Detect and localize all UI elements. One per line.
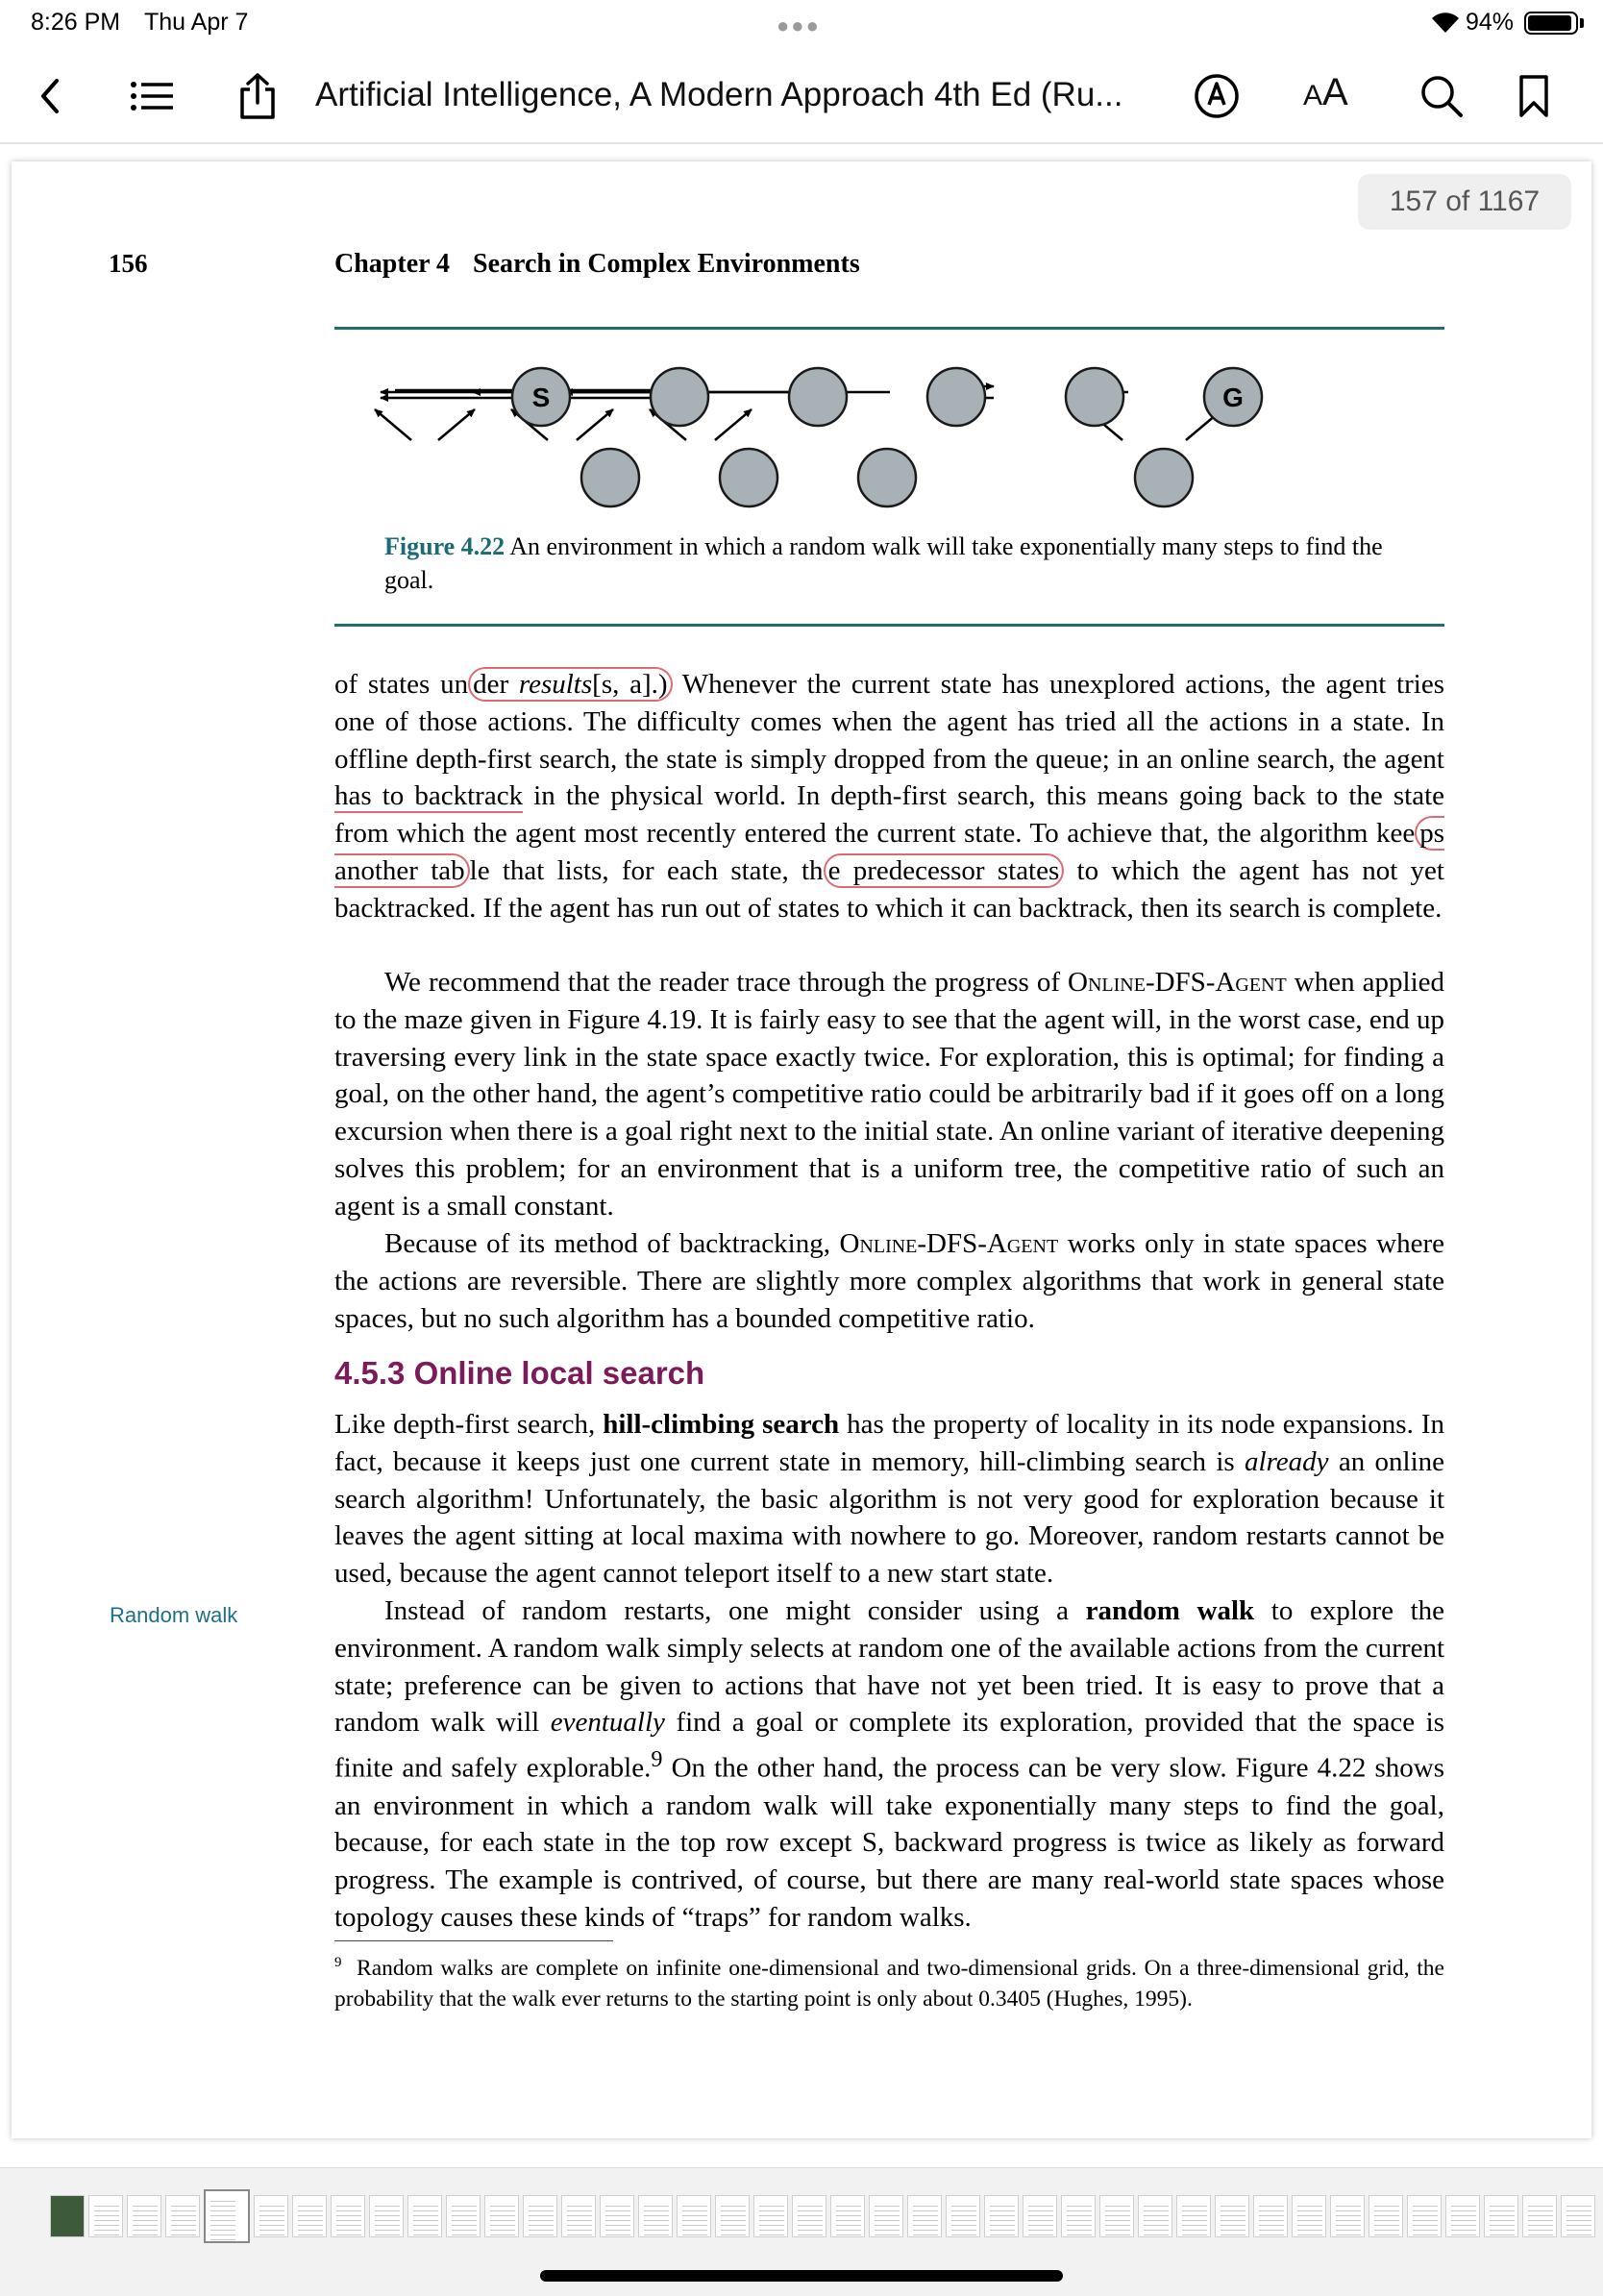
chapter-title: Search in Complex Environments [473,249,860,279]
bookmark-icon[interactable] [1507,69,1561,123]
page-thumbnail[interactable] [1253,2195,1288,2237]
page-thumbnail[interactable] [946,2195,980,2237]
annotation-results: der results[s, a].) [468,667,672,702]
thumbnails [50,2195,1595,2243]
page-thumbnail[interactable] [204,2189,250,2243]
page-thumbnail[interactable] [869,2195,903,2237]
page-thumbnail[interactable] [715,2195,750,2237]
edge-b1-to-n1 [438,409,475,440]
running-head [334,249,860,280]
home-indicator[interactable] [540,2270,1063,2282]
page-counter[interactable]: 157 of 1167 [1358,174,1571,230]
battery-level [1528,15,1571,31]
page-thumbnail[interactable] [1061,2195,1096,2237]
battery-cap [1580,18,1584,28]
page-thumbnail[interactable] [446,2195,481,2237]
search-icon[interactable] [1415,69,1468,123]
paragraph-hill-climbing: Like depth-first search, hill-climbing search has the property of locality in its node expansions. In fact, because it keeps just one current state in memory, hill-climbing search is already an online search algorithm! Unfortunately, the basic algorithm is not very good for exploration because it leaves the agent sitting at local maxima with nowhere to go. Moreover, random restarts cannot be used, because the agent cannot teleport itself to a new start state. [334,1409,1444,1590]
node-top-3 [927,368,985,426]
footnote: $^9$ Random walks are complete on infinite one-dimensional and two-dimensional grids. On a three-dimensional grid, the probability that the walk ever returns to the starting point is only about 0.3405 (Hughes, 1995). [334,1955,1444,2012]
figure-bottom-rule [334,624,1444,627]
edge-b3-to-n3 [715,409,752,440]
page-thumbnail[interactable] [600,2195,634,2237]
page-thumbnail[interactable] [292,2195,327,2237]
reader-toolbar [0,50,1603,144]
page-thumbnail[interactable] [638,2195,673,2237]
page-thumbnail[interactable] [1023,2195,1057,2237]
text-size-icon[interactable]: AA [1303,71,1348,113]
figure-4-22-state-graph [334,333,1444,515]
page-thumbnail[interactable] [1522,2195,1557,2237]
page-thumbnail[interactable] [753,2195,788,2237]
node-top-1 [651,368,708,426]
multitasking-dots-icon[interactable]: ●●● [777,13,821,37]
node-top-4 [1066,368,1123,426]
page-thumbnail[interactable] [1561,2195,1595,2237]
wifi-icon [1430,10,1461,39]
page-thumbnail[interactable] [1292,2195,1326,2237]
page-thumbnail[interactable] [254,2195,288,2237]
paragraph-random-walk: Instead of random restarts, one might consider using a random walk to explore the environment. A random walk simply selects at random one of the available actions from the current state; preference can be given to actions that have not yet been tried. It is easy to prove that a random walk will eventually find a goal or complete its exploration, provided that the space is finite and safely explorable.$^9$ On the other hand, the process can be very slow. Figure 4.22 shows an environment in which a random walk will take exponentially many steps to find the goal, because, for each state in the top row except S, backward progress is twice as likely as forward progress. The example is contrived, of course, but there are many real-world state spaces whose topology causes these kinds of “traps” for random walks. [334,1595,1444,1934]
figure-caption [384,530,1403,597]
figure-caption-text: An environment in which a random walk will take exponentially many steps to find the goal. [384,532,1383,594]
annotation-underline: has to backtrack [334,780,524,812]
figure-top-rule [334,327,1444,330]
chapter-label: Chapter 4 [334,249,451,279]
markup-icon[interactable] [1190,69,1244,123]
page-thumbnail[interactable] [907,2195,942,2237]
node-top-2 [789,368,847,426]
node-bottom-3 [858,449,916,506]
node-bottom-4 [1135,449,1193,506]
node-bottom-1 [581,449,639,506]
page-thumbnail[interactable] [331,2195,365,2237]
page-thumbnail[interactable] [830,2195,865,2237]
footnote-ref[interactable]: 9 [651,1746,663,1773]
page-thumbnail[interactable] [484,2195,519,2237]
battery-percent: 94% [1466,9,1515,36]
goal-label: G [1222,383,1244,412]
node-bottom-2 [720,449,777,506]
page-thumbnail[interactable] [369,2195,404,2237]
page-thumbnail[interactable] [677,2195,711,2237]
page-thumbnail[interactable] [165,2195,200,2237]
paragraph-backtracking: of states un der results[s, a].) Whenever the current state has unexplored actions, the agent tries one of those actions. The difficulty comes when the agent has tried all the actions in a state. In offline depth-first search, the state is simply dropped from the queue; in an online search, the agent has to backtrack in the physical world. In depth-first search, this means going back to the state from which the agent most recently entered the current state. To achieve that, the algorithm kee ps another tab le that lists, for each state, th e predecessor states to which the agent has not yet backtracked. If the agent has run out of states to which it can backtrack, then its search is complete. [334,669,1444,924]
page-thumbnail[interactable] [1407,2195,1442,2237]
page-thumbnail[interactable] [792,2195,826,2237]
margin-note[interactable]: Random walk [110,1603,238,1627]
paragraph-reversible: Because of its method of backtracking, Online-DFS-Agent works only in state spaces where the actions are reversible. There are slightly more complex algorithms that work in general state spaces, but no such algorithm has a bounded competitive ratio. [334,1228,1444,1334]
page-thumbnail[interactable] [1176,2195,1211,2237]
paragraph-online-dfs: We recommend that the reader trace through the progress of Online-DFS-Agent when applied to the maze given in Figure 4.19. It is fairly easy to see that the agent will, in the worst case, end up traversing every link in the state space exactly twice. For exploration, this is optimal; for finding a goal, on the other hand, the agent’s competitive ratio could be arbitrarily bad if it goes off on a long excursion when there is a goal right next to the initial state. An online variant of iterative deepening solves this problem; for an environment that is a uniform tree, the competitive ratio of such an agent is a small constant. [334,967,1445,1222]
document-title: Artificial Intelligence, A Modern Approach 4th Ed (Ru... [315,76,1123,113]
page-thumbnail[interactable] [561,2195,596,2237]
status-date: Thu Apr 7 [144,9,249,36]
page-thumbnail[interactable] [1445,2195,1480,2237]
page-thumbnail[interactable] [1369,2195,1403,2237]
page-thumbnail[interactable] [984,2195,1019,2237]
back-icon[interactable] [23,69,77,123]
table-of-contents-icon[interactable] [126,69,180,123]
page-thumbnail[interactable] [50,2195,85,2237]
footnote-rule [334,1940,613,1941]
page-thumbnail[interactable] [88,2195,123,2237]
annotation-another-table: ps another tab [334,818,1444,886]
page-thumbnail[interactable] [1484,2195,1518,2237]
page-thumbnail[interactable] [1215,2195,1249,2237]
page-thumbnail[interactable] [1099,2195,1134,2237]
battery-icon [1524,12,1578,35]
share-icon[interactable] [231,69,284,123]
annotation-predecessor-states: e predecessor states [824,853,1065,888]
page-thumbnail[interactable] [407,2195,442,2237]
section-heading: 4.5.3 Online local search [334,1355,705,1391]
page-thumbnail[interactable] [1330,2195,1365,2237]
edge-b2-to-n2 [577,409,613,440]
status-time: 8:26 PM [31,9,121,36]
page-thumbnail[interactable] [1138,2195,1172,2237]
edge-b1-to-s [375,409,411,440]
page-number: 156 [109,249,148,278]
status-bar [0,0,1603,46]
page-thumbnail[interactable] [127,2195,161,2237]
figure-label: Figure 4.22 [384,532,506,560]
start-label: S [531,383,551,412]
page-thumbnail[interactable] [523,2195,557,2237]
